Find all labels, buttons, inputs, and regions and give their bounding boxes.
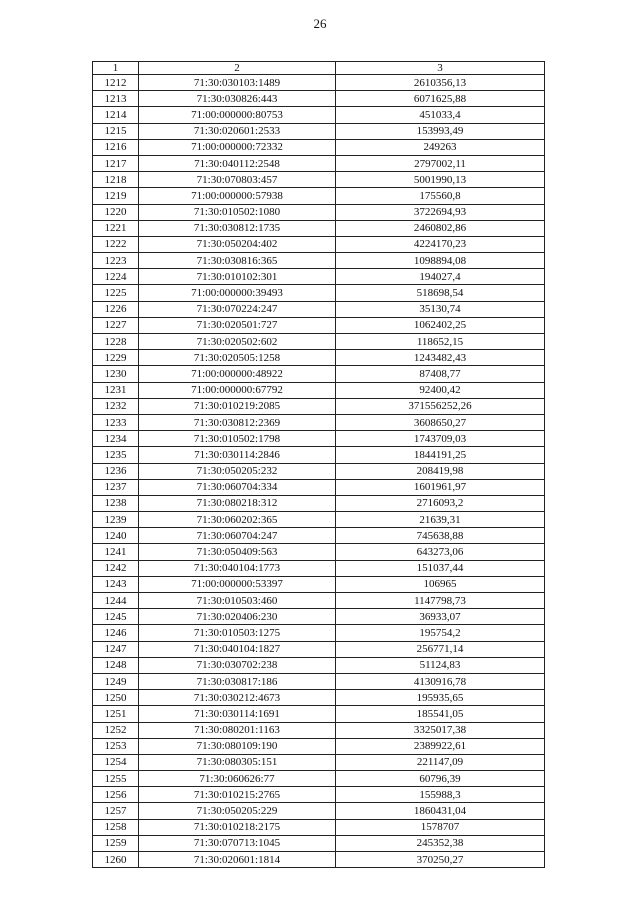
table-row [93,512,545,528]
cadastral-number-cell: 71:00:000000:67792 [139,382,336,398]
value-cell: 249263 [336,139,545,155]
row-number-cell: 1237 [93,479,139,495]
table-row [93,269,545,285]
table-row [93,285,545,301]
row-number-cell: 1222 [93,236,139,252]
value-cell: 21639,31 [336,512,545,528]
cadastral-number-cell: 71:30:020502:602 [139,334,336,350]
table-row [93,188,545,204]
table-row [93,123,545,139]
value-cell: 118652,15 [336,334,545,350]
cadastral-number-cell: 71:00:000000:72332 [139,139,336,155]
table-row [93,819,545,835]
row-number-cell: 1221 [93,220,139,236]
cadastral-number-cell: 71:30:060202:365 [139,512,336,528]
cadastral-number-cell: 71:30:010102:301 [139,269,336,285]
cadastral-number-cell: 71:30:010502:1080 [139,204,336,220]
cadastral-number-cell: 71:30:040104:1827 [139,641,336,657]
table-row [93,641,545,657]
table-body [93,62,545,868]
value-cell: 221147,09 [336,754,545,770]
cadastral-number-cell: 71:30:030114:1691 [139,706,336,722]
table-row [93,366,545,382]
cadastral-number-cell: 71:30:010218:2175 [139,819,336,835]
value-cell: 36933,07 [336,609,545,625]
value-cell: 2460802,86 [336,220,545,236]
table-row [93,382,545,398]
table-row [93,787,545,803]
cadastral-number-cell: 71:30:030212:4673 [139,690,336,706]
value-cell: 1062402,25 [336,317,545,333]
row-number-cell: 1214 [93,107,139,123]
value-cell: 4130916,78 [336,673,545,689]
table-row [93,350,545,366]
value-cell: 2716093,2 [336,495,545,511]
table-row [93,544,545,560]
table-row [93,495,545,511]
table-row [93,673,545,689]
table-row [93,657,545,673]
value-cell: 1147798,73 [336,593,545,609]
row-number-cell: 1219 [93,188,139,204]
cadastral-number-cell: 71:30:010503:1275 [139,625,336,641]
table-row [93,139,545,155]
page-number: 26 [313,16,327,31]
cadastral-number-cell: 71:30:030103:1489 [139,75,336,91]
value-cell: 1844191,25 [336,447,545,463]
row-number-cell: 1213 [93,91,139,107]
row-number-cell: 1248 [93,657,139,673]
table-row [93,204,545,220]
value-cell: 643273,06 [336,544,545,560]
table-row [93,609,545,625]
cadastral-number-cell: 71:30:010502:1798 [139,431,336,447]
value-cell: 153993,49 [336,123,545,139]
table-row [93,334,545,350]
row-number-cell: 1231 [93,382,139,398]
row-number-cell: 1223 [93,253,139,269]
value-cell: 256771,14 [336,641,545,657]
value-cell: 1860431,04 [336,803,545,819]
column-header-2: 2 [139,62,336,75]
row-number-cell: 1217 [93,155,139,171]
row-number-cell: 1253 [93,738,139,754]
value-cell: 1578707 [336,819,545,835]
column-header-1: 1 [93,62,139,75]
cadastral-number-cell: 71:30:030816:365 [139,253,336,269]
row-number-cell: 1227 [93,317,139,333]
table-row [93,754,545,770]
cadastral-number-cell: 71:30:060704:334 [139,479,336,495]
value-cell: 3608650,27 [336,414,545,430]
value-cell: 6071625,88 [336,91,545,107]
value-cell: 451033,4 [336,107,545,123]
table-row [93,317,545,333]
value-cell: 1243482,43 [336,350,545,366]
value-cell: 151037,44 [336,560,545,576]
cadastral-number-cell: 71:00:000000:80753 [139,107,336,123]
cadastral-number-cell: 71:00:000000:48922 [139,366,336,382]
row-number-cell: 1244 [93,593,139,609]
cadastral-number-cell: 71:30:080305:151 [139,754,336,770]
row-number-cell: 1240 [93,528,139,544]
value-cell: 4224170,23 [336,236,545,252]
cadastral-number-cell: 71:30:060626:77 [139,771,336,787]
table-row [93,107,545,123]
table-row [93,414,545,430]
table-row [93,771,545,787]
row-number-cell: 1255 [93,771,139,787]
table-row [93,75,545,91]
cadastral-number-cell: 71:00:000000:39493 [139,285,336,301]
table-row [93,155,545,171]
cadastral-number-cell: 71:30:060704:247 [139,528,336,544]
table-row [93,479,545,495]
value-cell: 5001990,13 [336,172,545,188]
row-number-cell: 1226 [93,301,139,317]
cadastral-number-cell: 71:30:080201:1163 [139,722,336,738]
cadastral-number-cell: 71:30:020601:1814 [139,852,336,868]
value-cell: 518698,54 [336,285,545,301]
row-number-cell: 1228 [93,334,139,350]
table-row [93,91,545,107]
cadastral-number-cell: 71:30:050205:232 [139,463,336,479]
value-cell: 155988,3 [336,787,545,803]
cadastral-number-cell: 71:30:050204:402 [139,236,336,252]
data-table [92,61,545,868]
row-number-cell: 1218 [93,172,139,188]
table-row [93,431,545,447]
row-number-cell: 1215 [93,123,139,139]
row-number-cell: 1224 [93,269,139,285]
table-row [93,253,545,269]
table-row [93,463,545,479]
table-row [93,803,545,819]
cadastral-number-cell: 71:30:050409:563 [139,544,336,560]
cadastral-number-cell: 71:30:030114:2846 [139,447,336,463]
table-row [93,576,545,592]
value-cell: 60796,39 [336,771,545,787]
value-cell: 370250,27 [336,852,545,868]
table-row [93,447,545,463]
value-cell: 195754,2 [336,625,545,641]
table-row [93,301,545,317]
table-header-row [93,62,545,75]
value-cell: 195935,65 [336,690,545,706]
value-cell: 92400,42 [336,382,545,398]
row-number-cell: 1249 [93,673,139,689]
value-cell: 1601961,97 [336,479,545,495]
value-cell: 245352,38 [336,835,545,851]
value-cell: 194027,4 [336,269,545,285]
row-number-cell: 1254 [93,754,139,770]
row-number-cell: 1250 [93,690,139,706]
cadastral-number-cell: 71:30:030702:238 [139,657,336,673]
value-cell: 51124,83 [336,657,545,673]
table-row [93,593,545,609]
row-number-cell: 1257 [93,803,139,819]
cadastral-number-cell: 71:30:030812:1735 [139,220,336,236]
cadastral-number-cell: 71:30:070224:247 [139,301,336,317]
value-cell: 3325017,38 [336,722,545,738]
row-number-cell: 1246 [93,625,139,641]
row-number-cell: 1256 [93,787,139,803]
cadastral-number-cell: 71:30:080109:190 [139,738,336,754]
row-number-cell: 1251 [93,706,139,722]
cadastral-number-cell: 71:30:010215:2765 [139,787,336,803]
cadastral-number-cell: 71:30:050205:229 [139,803,336,819]
value-cell: 2389922,61 [336,738,545,754]
table-row [93,528,545,544]
value-cell: 87408,77 [336,366,545,382]
cadastral-number-cell: 71:00:000000:53397 [139,576,336,592]
column-header-3: 3 [336,62,545,75]
cadastral-number-cell: 71:30:020406:230 [139,609,336,625]
value-cell: 208419,98 [336,463,545,479]
value-cell: 106965 [336,576,545,592]
cadastral-number-cell: 71:30:020601:2533 [139,123,336,139]
row-number-cell: 1242 [93,560,139,576]
value-cell: 2610356,13 [336,75,545,91]
table-row [93,722,545,738]
value-cell: 745638,88 [336,528,545,544]
value-cell: 3722694,93 [336,204,545,220]
table-row [93,706,545,722]
row-number-cell: 1241 [93,544,139,560]
row-number-cell: 1260 [93,852,139,868]
table-row [93,220,545,236]
cadastral-number-cell: 71:30:030817:186 [139,673,336,689]
row-number-cell: 1233 [93,414,139,430]
value-cell: 1743709,03 [336,431,545,447]
row-number-cell: 1234 [93,431,139,447]
row-number-cell: 1238 [93,495,139,511]
cadastral-number-cell: 71:30:040112:2548 [139,155,336,171]
cadastral-number-cell: 71:30:030826:443 [139,91,336,107]
row-number-cell: 1229 [93,350,139,366]
cadastral-number-cell: 71:30:030812:2369 [139,414,336,430]
value-cell: 371556252,26 [336,398,545,414]
cadastral-number-cell: 71:30:020505:1258 [139,350,336,366]
cadastral-number-cell: 71:30:040104:1773 [139,560,336,576]
row-number-cell: 1243 [93,576,139,592]
row-number-cell: 1230 [93,366,139,382]
table-row [93,738,545,754]
row-number-cell: 1245 [93,609,139,625]
cadastral-number-cell: 71:30:070803:457 [139,172,336,188]
row-number-cell: 1235 [93,447,139,463]
row-number-cell: 1258 [93,819,139,835]
value-cell: 185541,05 [336,706,545,722]
table-row [93,690,545,706]
cadastral-number-cell: 71:30:080218:312 [139,495,336,511]
row-number-cell: 1247 [93,641,139,657]
cadastral-number-cell: 71:30:010503:460 [139,593,336,609]
table-row [93,835,545,851]
row-number-cell: 1252 [93,722,139,738]
value-cell: 175560,8 [336,188,545,204]
table-row [93,852,545,868]
row-number-cell: 1239 [93,512,139,528]
table-row [93,560,545,576]
table-row [93,236,545,252]
row-number-cell: 1236 [93,463,139,479]
cadastral-number-cell: 71:30:020501:727 [139,317,336,333]
value-cell: 1098894,08 [336,253,545,269]
value-cell: 2797002,11 [336,155,545,171]
table-row [93,625,545,641]
cadastral-number-cell: 71:00:000000:57938 [139,188,336,204]
table-row [93,172,545,188]
row-number-cell: 1225 [93,285,139,301]
row-number-cell: 1216 [93,139,139,155]
cadastral-number-cell: 71:30:010219:2085 [139,398,336,414]
table-row [93,398,545,414]
row-number-cell: 1232 [93,398,139,414]
row-number-cell: 1259 [93,835,139,851]
row-number-cell: 1220 [93,204,139,220]
cadastral-number-cell: 71:30:070713:1045 [139,835,336,851]
value-cell: 35130,74 [336,301,545,317]
row-number-cell: 1212 [93,75,139,91]
